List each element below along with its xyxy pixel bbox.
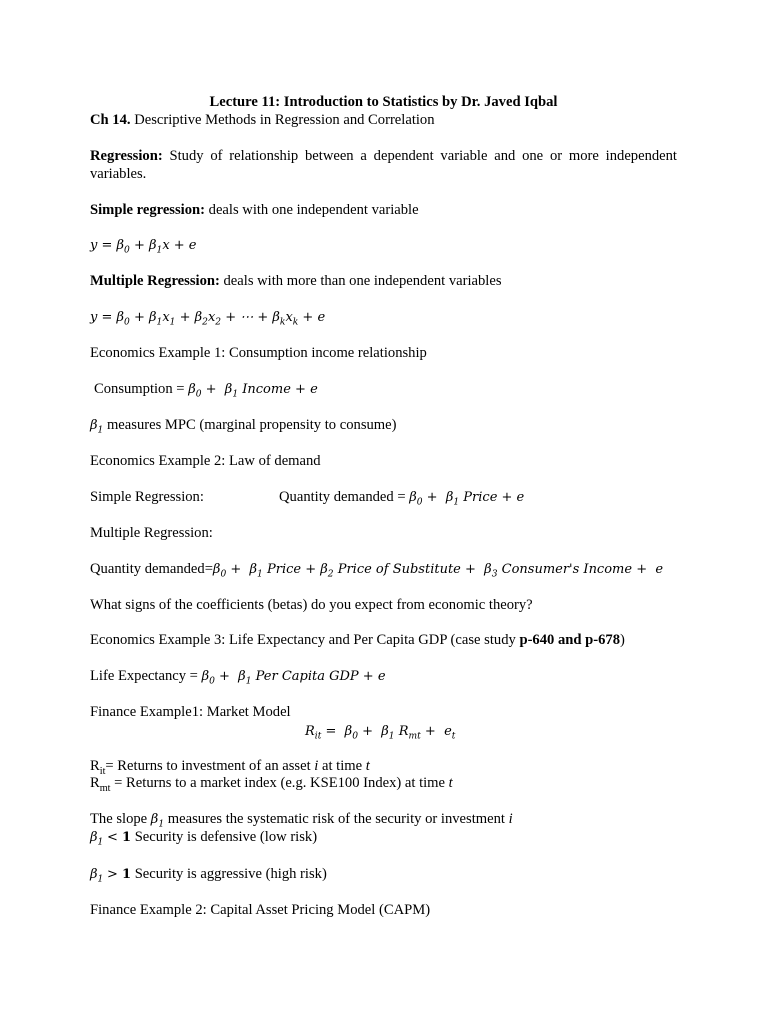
regression-definition	[90, 147, 677, 183]
consumption-lhs: Consumption =	[94, 381, 185, 397]
econ3-close-paren: )	[620, 632, 625, 648]
life-expectancy-equation: Life Expectancy = $\beta_0 + \beta_1$ Per Capita GDP + e	[90, 668, 386, 687]
multiple-regression-definition	[90, 272, 502, 290]
finance-example-2-heading: Finance Example 2: Capital Asset Pricing Model (CAPM)	[90, 902, 431, 918]
economics-example-3-heading	[90, 631, 625, 649]
econ3-heading-text: Economics Example 3: Life Expectancy and Per Capita GDP (case study	[90, 632, 520, 648]
consumption-equation: Consumption = $\beta_0 + \beta_1$ Income + e	[94, 381, 318, 400]
simple-regression-term: Simple regression:	[90, 202, 205, 218]
time-t-2: t	[448, 775, 453, 791]
slope-text-a: The slope	[90, 811, 151, 827]
rmt-definition: $R_{mt}$ = Returns to a market index (e.g. KSE100 Index) at time t	[90, 775, 453, 794]
mpc-text: measures MPC (marginal propensity to consume)	[103, 417, 397, 433]
rit-time-text: at time	[318, 758, 366, 774]
finance-example-1-heading: Finance Example1: Market Model	[90, 704, 291, 720]
regression-term: Regression:	[90, 148, 163, 164]
simple-regression-label: Simple Regression:	[90, 489, 204, 505]
coefficient-signs-question: What signs of the coefficients (betas) do you expect from economic theory?	[90, 597, 533, 613]
rit-definition: $R_{it}=$ Returns to investment of an asset i at time t	[90, 758, 370, 777]
life-expectancy-lhs: Life Expectancy =	[90, 668, 198, 684]
price-term-2: Price	[266, 562, 302, 577]
slope-statement: The slope $\beta_1$ measures the systematic risk of the security or investment i	[90, 811, 513, 830]
multiple-regression-term: Multiple Regression:	[90, 273, 220, 289]
quantity-demanded-lhs-2: Quantity demanded=	[90, 561, 213, 577]
economics-example-2-heading: Economics Example 2: Law of demand	[90, 453, 321, 469]
multiple-regression-equation: $y = \beta_0 + \beta_1x_1 + \beta_2x_2$ + ⋯ + $\beta_kx_k + e$	[90, 310, 326, 328]
substitute-price-term: Price of Substitute	[337, 562, 461, 577]
aggressive-text: Security is aggressive (high risk)	[131, 866, 327, 882]
simple-regression-definition	[90, 201, 419, 219]
mpc-statement: $\beta_1$ measures MPC (marginal propensity to consume)	[90, 417, 397, 436]
asset-index-i: i	[314, 758, 319, 774]
slope-text-b: measures the systematic risk of the security or investment	[164, 811, 509, 827]
defensive-text: Security is defensive (low risk)	[131, 829, 318, 845]
gdp-term: Per Capita GDP	[255, 669, 359, 684]
aggressive-statement: $\beta_1 > 1$ Security is aggressive (high risk)	[90, 866, 327, 885]
multiple-regression-label: Multiple Regression:	[90, 525, 213, 541]
multiple-regression-text: deals with more than one independent variables	[219, 273, 502, 289]
demand-simple-equation: Quantity demanded = $\beta_0 + \beta_1$ Price + e	[279, 489, 525, 508]
price-term: Price	[463, 490, 498, 505]
market-model-equation: $R_{it} = \beta_0 + \beta_1$ $R_{mt} + e_t$	[305, 724, 456, 742]
chapter-label: Ch 14.	[90, 112, 131, 128]
rmt-definition-text: = Returns to a market index (e.g. KSE100 Index) at time	[110, 775, 449, 791]
income-term: Income	[242, 382, 291, 397]
case-study-pages: p-640 and p-678	[519, 632, 621, 648]
simple-regression-equation: $y = \beta_0 + \beta_1x + e$	[90, 238, 197, 256]
regression-text: Study of relationship between a dependent variable and one or more independent variables.	[90, 148, 677, 182]
quantity-demanded-lhs: Quantity demanded =	[279, 489, 406, 505]
consumer-income-term: Consumer's Income	[501, 562, 633, 577]
chapter-line	[90, 111, 435, 129]
economics-example-1-heading: Economics Example 1: Consumption income relationship	[90, 345, 427, 361]
simple-regression-text: deals with one independent variable	[205, 202, 419, 218]
rit-definition-text: = Returns to investment of an asset	[105, 758, 315, 774]
chapter-text: Descriptive Methods in Regression and Correlation	[130, 112, 435, 128]
demand-multiple-equation: Quantity $demanded=\beta_0 + \beta_1$ Price + $\beta_2$ Price of Substitute + $\beta_3$ Consumer's Income + e	[90, 561, 664, 580]
defensive-statement: $\beta_1 < 1$ Security is defensive (low risk)	[90, 829, 318, 848]
page-title: Lecture 11: Introduction to Statistics by Dr. Javed Iqbal	[209, 94, 558, 110]
investment-index-i: i	[508, 811, 513, 827]
time-t: t	[365, 758, 370, 774]
